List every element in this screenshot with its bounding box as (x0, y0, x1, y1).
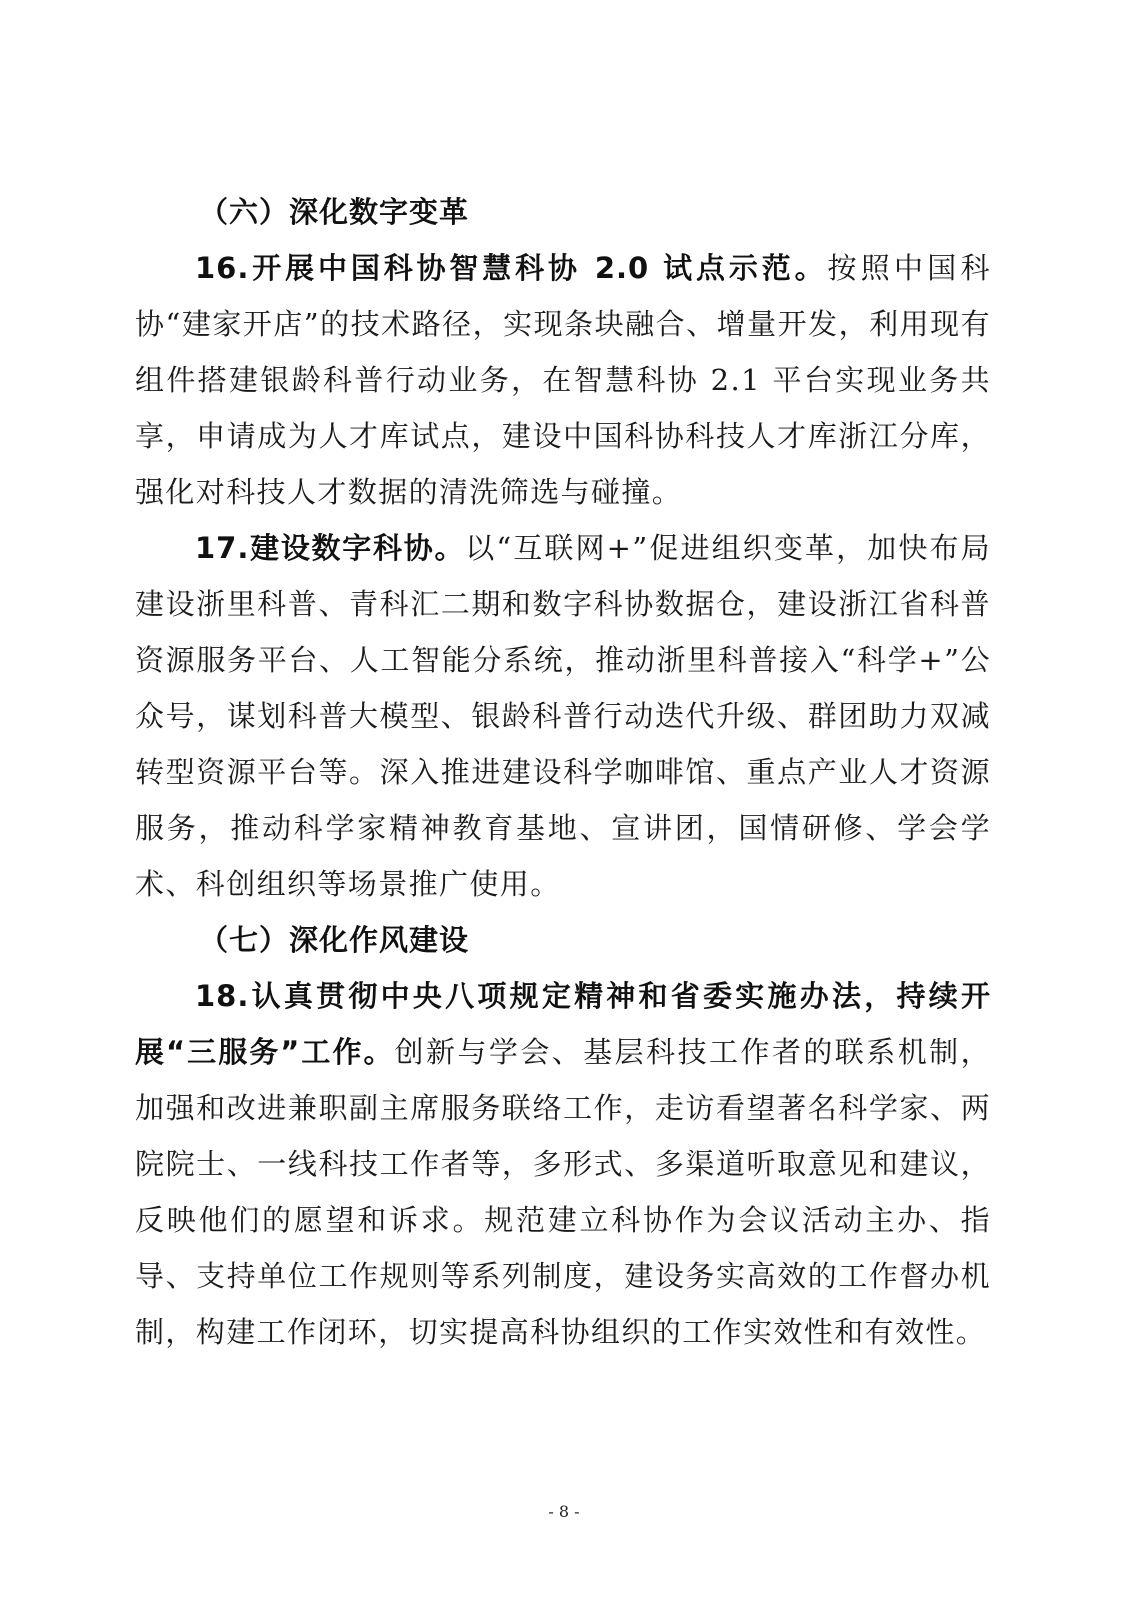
paragraph-18 (135, 968, 991, 1360)
section-heading-7: （七）深化作风建设 (199, 923, 470, 957)
paragraph-16 (135, 240, 991, 520)
paragraph-17 (135, 520, 991, 912)
paragraph-lead-16: 16.开展中国科协智慧科协 2.0 试点示范。 (195, 251, 828, 285)
paragraph-text-18: 创新与学会、基层科技工作者的联系机制，加强和改进兼职副主席服务联络工作，走访看望著名科学家、两院院士、一线科技工作者等，多形式、多渠道听取意见和建议，反映他们的愿望和诉求。规范建立科协作为会议活动主办、指导、支持单位工作规则等系列制度，建设务实高效的工作督办机制，构建工作闭环，切实提高科协组织的工作实效性和有效性。 (135, 1035, 991, 1349)
paragraph-text-16: 按照中国科协“建家开店”的技术路径，实现条块融合、增量开发，利用现有组件搭建银龄科普行动业务，在智慧科协 2.1 平台实现业务共享，申请成为人才库试点，建设中国科协科技人才库浙江分库，强化对科技人才数据的清洗筛选与碰撞。 (135, 251, 991, 509)
paragraph-lead-18: 18.认真贯彻中央八项规定精神和省委实施办法，持续开展“三服务”工作。 (135, 979, 991, 1069)
paragraph-lead-17: 17.建设数字科协。 (195, 531, 466, 565)
paragraph-text-17: 以“互联网+”促进组织变革，加快布局建设浙里科普、青科汇二期和数字科协数据仓，建设浙江省科普资源服务平台、人工智能分系统，推动浙里科普接入“科学+”公众号，谋划科普大模型、银龄科普行动迭代升级、群团助力双减转型资源平台等。深入推进建设科学咖啡馆、重点产业人才资源服务，推动科学家精神教育基地、宣讲团，国情研修、学会学术、科创组织等场景推广使用。 (135, 531, 991, 901)
document-body (135, 184, 991, 1360)
page-number: - 8 - (548, 1502, 580, 1521)
section-heading-6: （六）深化数字变革 (199, 195, 470, 229)
